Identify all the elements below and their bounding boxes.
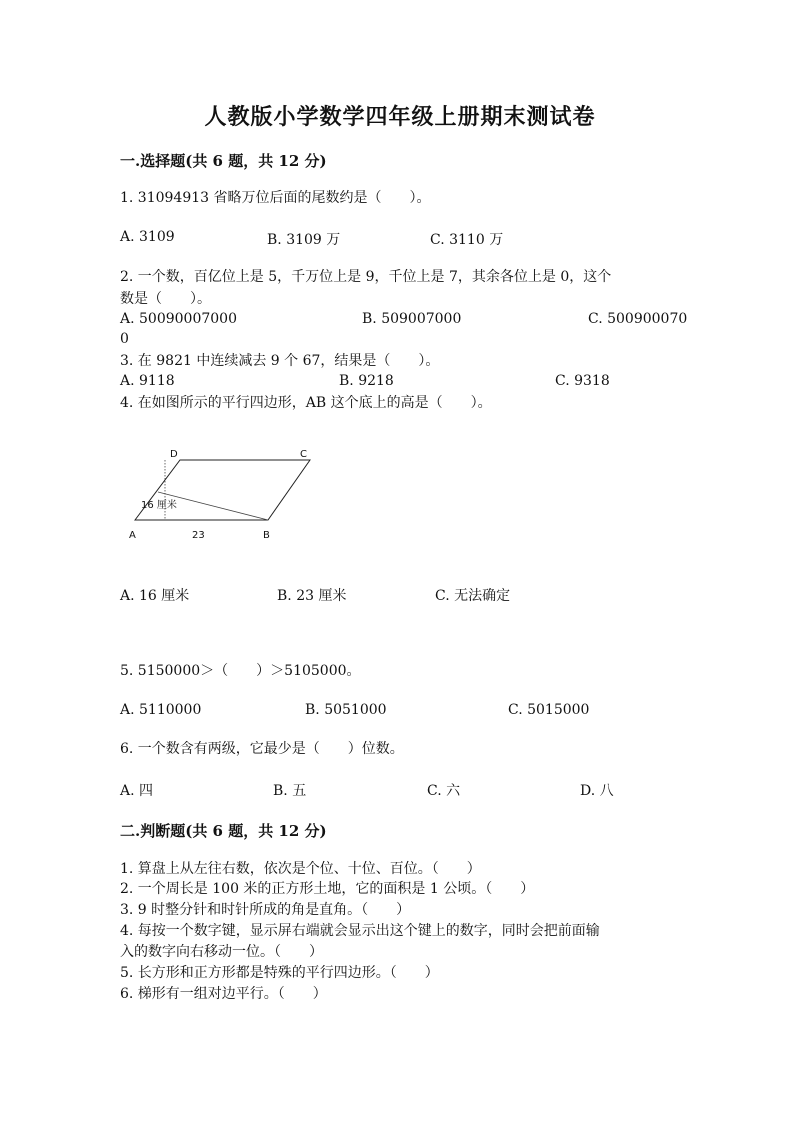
parallelogram-shape xyxy=(135,460,310,520)
question-6: 6. 一个数含有两级，它最少是（ ）位数。 xyxy=(120,741,404,757)
q2-option-c-overflow: 0 xyxy=(120,331,129,347)
q1-option-c: C. 3110 万 xyxy=(430,232,504,248)
section-heading-judgement: 二.判断题(共 6 题，共 12 分) xyxy=(120,822,327,840)
vertex-label-a: A xyxy=(129,530,136,541)
q2-option-c: C. 500900070 xyxy=(588,311,688,327)
q1-option-a: A. 3109 xyxy=(120,229,175,245)
question-5: 5. 5150000＞（ ）＞5105000。 xyxy=(120,663,361,679)
question-2-line-2: 数是（ ）。 xyxy=(120,291,211,307)
question-4: 4. 在如图所示的平行四边形，AB 这个底上的高是（ ）。 xyxy=(120,395,492,411)
q2-option-b: B. 509007000 xyxy=(362,311,462,327)
base-label: 23 xyxy=(192,530,205,541)
judgement-item-5: 5. 长方形和正方形都是特殊的平行四边形。（ ） xyxy=(120,965,439,981)
q4-option-a: A. 16 厘米 xyxy=(120,588,190,604)
height-label: 16 厘米 xyxy=(141,500,177,511)
q5-option-b: B. 5051000 xyxy=(305,702,387,718)
parallelogram-figure xyxy=(120,440,320,550)
question-1: 1. 31094913 省略万位后面的尾数约是（ ）。 xyxy=(120,190,431,206)
question-2-line-1: 2. 一个数，百亿位上是 5，千万位上是 9，千位上是 7，其余各位上是 0，这个 xyxy=(120,269,612,285)
judgement-item-6: 6. 梯形有一组对边平行。（ ） xyxy=(120,986,327,1002)
q4-option-c: C. 无法确定 xyxy=(435,588,511,604)
q6-option-c: C. 六 xyxy=(427,783,461,799)
vertex-label-d: D xyxy=(170,449,178,460)
q4-option-b: B. 23 厘米 xyxy=(277,588,347,604)
q3-option-c: C. 9318 xyxy=(555,373,610,389)
q3-option-a: A. 9118 xyxy=(120,373,175,389)
judgement-item-4-line-1: 4. 每按一个数字键，显示屏右端就会显示出这个键上的数字，同时会把前面输 xyxy=(120,923,600,939)
q6-option-d: D. 八 xyxy=(580,783,614,799)
question-3: 3. 在 9821 中连续减去 9 个 67，结果是（ ）。 xyxy=(120,353,440,369)
q3-option-b: B. 9218 xyxy=(339,373,394,389)
judgement-item-4-line-2: 入的数字向右移动一位。（ ） xyxy=(120,944,323,960)
q6-option-a: A. 四 xyxy=(120,783,154,799)
vertex-label-b: B xyxy=(263,530,270,541)
vertex-label-c: C xyxy=(300,449,307,460)
q1-option-b: B. 3109 万 xyxy=(267,232,341,248)
section-heading-choice: 一.选择题(共 6 题，共 12 分) xyxy=(120,152,327,170)
page-title: 人教版小学数学四年级上册期末测试卷 xyxy=(204,104,596,130)
q5-option-c: C. 5015000 xyxy=(508,702,590,718)
judgement-item-3: 3. 9 时整分针和时针所成的角是直角。（ ） xyxy=(120,902,411,918)
judgement-item-1: 1. 算盘上从左往右数，依次是个位、十位、百位。（ ） xyxy=(120,861,481,877)
q5-option-a: A. 5110000 xyxy=(120,702,202,718)
judgement-item-2: 2. 一个周长是 100 米的正方形土地，它的面积是 1 公顷。（ ） xyxy=(120,881,535,897)
q2-option-a: A. 50090007000 xyxy=(120,311,237,327)
q6-option-b: B. 五 xyxy=(273,783,307,799)
